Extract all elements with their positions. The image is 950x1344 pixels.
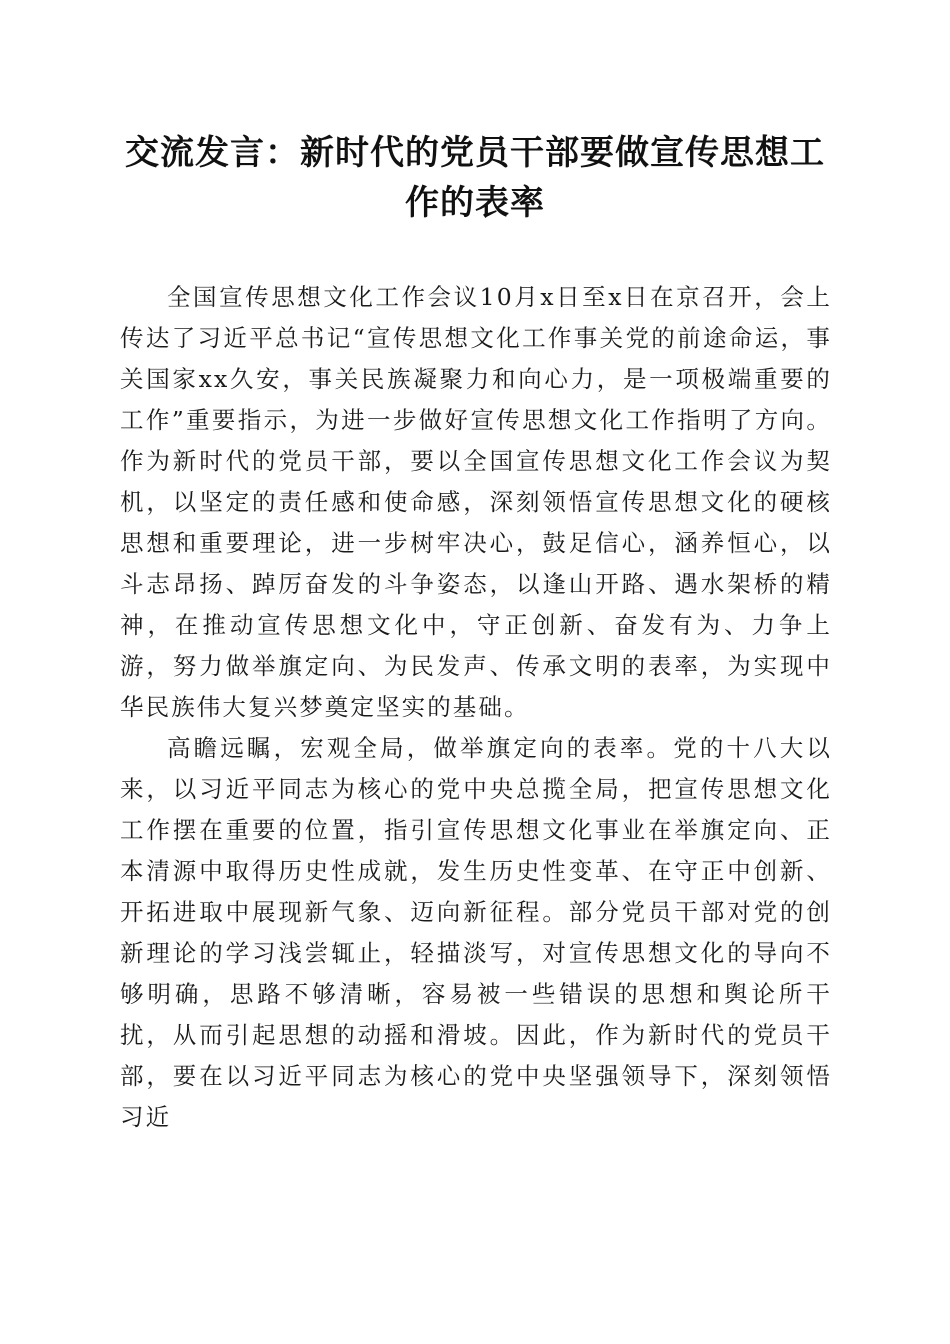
document-title: 交流发言：新时代的党员干部要做宣传思想工作的表率	[125, 133, 825, 223]
document-body	[120, 277, 832, 1138]
paragraph-1: 全国宣传思想文化工作会议10月x日至x日在京召开，会上传达了习近平总书记“宣传思想文化工作事关党的前途命运，事关国家xx久安，事关民族凝聚力和向心力，是一项极端重要的工作”重要指示，为进一步做好宣传思想文化工作指明了方向。作为新时代的党员干部，要以全国宣传思想文化工作会议为契机，以坚定的责任感和使命感，深刻领悟宣传思想文化的硬核思想和重要理论，进一步树牢决心，鼓足信心，涵养恒心，以斗志昂扬、踔厉奋发的斗争姿态，以逢山开路、遇水架桥的精神，在推动宣传思想文化中，守正创新、奋发有为、力争上游，努力做举旗定向、为民发声、传承文明的表率，为实现中华民族伟大复兴梦奠定坚实的基础。	[120, 283, 832, 721]
paragraph-2: 高瞻远瞩，宏观全局，做举旗定向的表率。党的十八大以来，以习近平同志为核心的党中央总揽全局，把宣传思想文化工作摆在重要的位置，指引宣传思想文化事业在举旗定向、正本清源中取得历史性成就，发生历史性变革、在守正中创新、开拓进取中展现新气象、迈向新征程。部分党员干部对党的创新理论的学习浅尝辄止，轻描淡写，对宣传思想文化的导向不够明确，思路不够清晰，容易被一些错误的思想和舆论所干扰，从而引起思想的动摇和滑坡。因此，作为新时代的党员干部，要在以习近平同志为核心的党中央坚强领导下，深刻领悟习近	[120, 734, 832, 1131]
